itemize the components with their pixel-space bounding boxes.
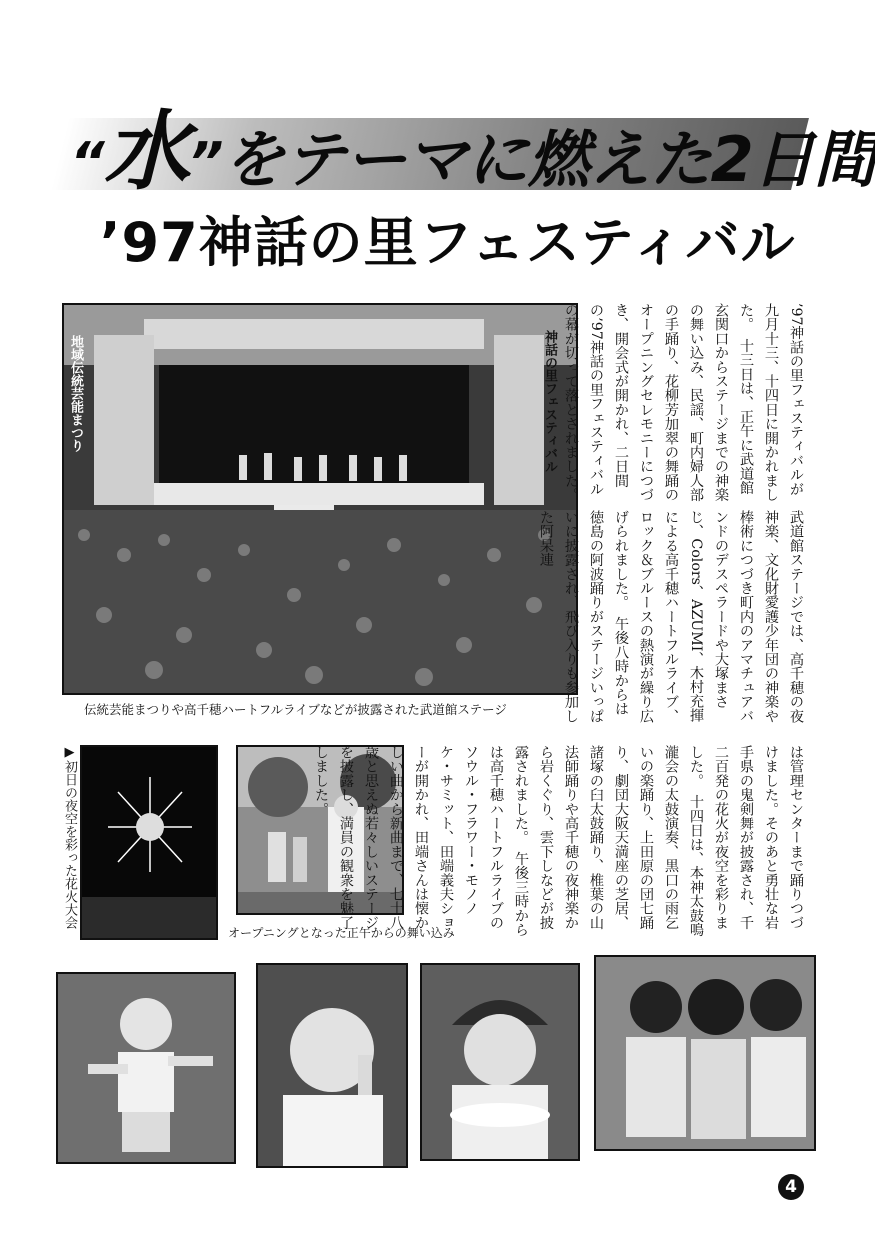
boy-peace-sign-photo: [256, 963, 408, 1168]
child-dancing-photo: [56, 972, 236, 1164]
article-block-3: は管理センターまで踊りつづけました。そのあと勇壮な岩手県の鬼剣舞が披露され、千二百発の花火が夜空を彩りました。 十四日は、本神太鼓鳴瀧会の太鼓演奏、黒口の雨乞いの楽踊り、上田原の団七踊り、劇団大阪天満座の芝居、諸塚の臼太鼓踊り、椎葉の山法師踊りや高千穂の夜神楽から岩くぐり、雲下しなどが披露されました。 午後三時からは高千穂ハートフルライブのソウル・フラワー・モノノケ・サミット、田端義夫ショーが開かれ、田端さんは懐かしい曲から新曲まで、七十八歳と思えぬ若々しいステージを披露し、満員の観衆を魅了しました。: [313, 745, 804, 937]
stage-banner-left: 地域伝統芸能まつり: [68, 335, 83, 452]
headline-close-quote: ”: [188, 131, 223, 194]
subtitle: ’97神話の里フェスティバル: [100, 211, 796, 274]
fireworks-photo: [80, 745, 218, 940]
fireworks-caption: ▶初日の夜空を彩った花火大会: [62, 745, 77, 929]
article-block-1: ’97神話の里フェスティバルが九月十三、十四日に開かれました。 十三日は、正午に武道館玄関口からステージまでの神楽の舞い込み、民謡、町内婦人部の手踊り、花柳芳加翠の舞踊のオープニングセレモニーにつづき、開会式が開かれ、二日間の’97神話の里フェスティバルの幕が切って落とされました。: [563, 303, 804, 502]
opening-photo-caption: オープニングとなった正午からの舞い込み: [228, 926, 455, 940]
girls-eating-photo-image: [596, 957, 814, 1149]
child-dancing-photo-image: [58, 974, 234, 1162]
boy-eating-photo-image: [422, 965, 578, 1159]
fireworks-photo-image: [82, 747, 216, 938]
headline-rest: をテーマに燃えた2日間: [222, 123, 875, 196]
headline-open-quote: “: [70, 131, 104, 194]
boy-peace-sign-photo-image: [258, 965, 406, 1166]
headline: [70, 82, 875, 202]
boy-eating-photo: [420, 963, 580, 1161]
article-block-2: 武道館ステージでは、高千穂の夜神楽、文化財愛護少年団の神楽や棒術につづき町内のアマチュアバンドのデスペラードや大塚まさじ、Colors、AZUMI、木村充揮による高千穂ハートフルライブ、ロック＆ブルースの熱演が繰り広げられました。 午後八時からは徳島の阿波踊りがステージいっぱいに披露され、飛び入りも参加した阿呆連: [538, 510, 804, 723]
girls-eating-photo: [594, 955, 816, 1151]
stage-photo-image: [64, 305, 576, 693]
headline-water-kanji: 水: [103, 102, 189, 202]
stage-photo-caption: 伝統芸能まつりや高千穂ハートフルライブなどが披露された武道館ステージ: [84, 702, 507, 717]
page-number: 4: [778, 1174, 804, 1200]
stage-photo: [62, 303, 578, 695]
stage-banner-right: 神話の里フェスティバル: [542, 330, 557, 473]
